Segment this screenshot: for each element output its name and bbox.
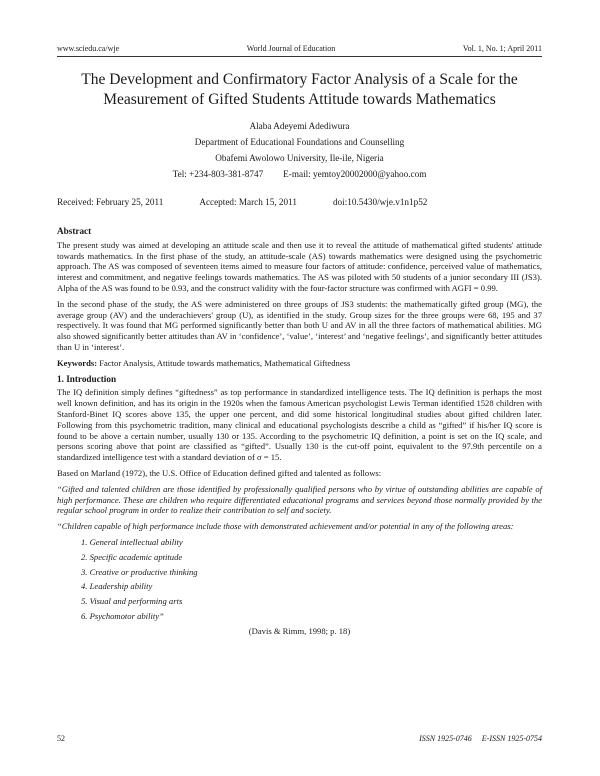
journal-website: www.sciedu.ca/wje: [57, 44, 120, 53]
giftedness-areas-list: [81, 537, 542, 622]
introduction-paragraph-2: Based on Marland (1972), the U.S. Office of Education defined gifted and talented as follows:: [57, 467, 382, 478]
list-item: 4. Leadership ability: [81, 581, 153, 592]
author-block: [57, 118, 542, 182]
introduction-paragraph-1: The IQ definition simply defines “giftedness” as top performance in standardized intelligence tests. The IQ definition is perhaps the most well known definition, and has its origin in the 1920s when the famous American psychologist Lewis Terman identified 1528 children with Stanford-Binet IQ scores above 135, the upper one percent, and did some historical longitudinal studies about gifted children later. Following from this psychometric tradition, many clinical and educational psychologists describe a child as “gifted” if his/her IQ score is found to be above a certain number, usually 130 or 135. According to the psychometric IQ definition, a point is set on the IQ scale, and persons scoring above that point are classified as “gifted”. Usually 130 is the cut-off point, equivalent to the 97.9th percentile on a standardized intelligence test with a standard deviation of σ = 15.: [57, 387, 542, 463]
keywords: [57, 358, 542, 369]
header-divider: [57, 56, 542, 57]
list-item: 3. Creative or productive thinking: [81, 566, 198, 577]
accepted-date: Accepted: March 15, 2011: [199, 197, 297, 207]
author-department: Department of Educational Foundations and Counselling: [194, 137, 405, 147]
eissn: E-ISSN 1925-0754: [481, 734, 542, 743]
publication-dates: [57, 197, 427, 207]
title-line-1: The Development and Confirmatory Factor Analysis of a Scale for the: [81, 71, 518, 88]
issn-block: [419, 734, 542, 743]
definition-quote-2: “Children capable of high performance include those with demonstrated achievement and/or potential in any of the following areas:: [57, 521, 514, 532]
title-line-2: Measurement of Gifted Students Attitude towards Mathematics: [103, 91, 496, 108]
received-date: Received: February 25, 2011: [57, 197, 164, 207]
abstract-paragraph-2: In the second phase of the study, the AS were administered on three groups of JS3 students: the mathematically gifted group (MG), the average group (AV) and the underachievers' group (U), as identified in the study. Group sizes for the three groups were 68, 195 and 37 respectively. It was found that MG performed significantly better than both U and AV in all the three factors of mathematical abilities. MG also showed significantly better attitudes than AV in ‘confidence’, ‘value’, ‘interest’ and ‘negative feelings’, and significantly better attitudes than U in ‘interest’.: [57, 298, 542, 352]
issn: ISSN 1925-0746: [419, 734, 472, 743]
introduction-heading: 1. Introduction: [57, 373, 117, 384]
quote-citation: (Davis & Rimm, 1998; p. 18): [248, 625, 351, 636]
page-footer: [57, 734, 542, 743]
running-header: [57, 44, 542, 56]
page-number: 52: [57, 734, 65, 743]
author-email: E-mail: yemtoy20002000@yahoo.com: [283, 169, 427, 179]
paper-body: [57, 226, 542, 642]
abstract-heading: Abstract: [57, 226, 92, 236]
keywords-label: Keywords:: [57, 357, 98, 368]
list-item: 6. Psychomotor ability”: [81, 610, 164, 621]
author-contact: [57, 166, 542, 182]
journal-volume: Vol. 1, No. 1; April 2011: [462, 44, 542, 53]
journal-name: World Journal of Education: [246, 44, 336, 53]
author-university: Obafemi Awolowo University, Ile-ile, Nigeria: [215, 153, 384, 163]
doi: doi:10.5430/wje.v1n1p52: [332, 197, 428, 207]
paper-title: [57, 70, 542, 110]
list-item: 1. General intellectual ability: [81, 536, 183, 547]
abstract-paragraph-1: The present study was aimed at developing an attitude scale and then use it to reveal the attitude of mathematical gifted students' attitude towards mathematics. In the first phase of the study, an attitude-scale (AS) towards mathematics were designed using the psychometric approach. The AS was composed of seventeen items aimed to measure four factors of attitude: confidence, perceived value of mathematics, interest and commitment, and negative feelings towards mathematics. The AS was piloted with 50 students of a junior secondary III (JS3). Alpha of the AS was found to be 0.93, and the construct validity with the four-factor structure was confirmed with AGFI = 0.99.: [57, 239, 542, 293]
keywords-list: Factor Analysis, Attitude towards mathematics, Mathematical Giftedness: [99, 357, 351, 368]
list-item: 2. Specific academic aptitude: [81, 551, 183, 562]
list-item: 5. Visual and performing arts: [81, 596, 183, 607]
author-phone: Tel: +234-803-381-8747: [172, 169, 264, 179]
definition-quote-1: “Gifted and talented children are those identified by professionally qualified persons who by virtue of outstanding abilities are capable of high performance. These are children who require differentiated educational programs and services beyond those normally provided by the regular school program in order to realize their contribution to self and society.: [57, 483, 542, 516]
author-name: Alaba Adeyemi Adediwura: [249, 121, 350, 131]
